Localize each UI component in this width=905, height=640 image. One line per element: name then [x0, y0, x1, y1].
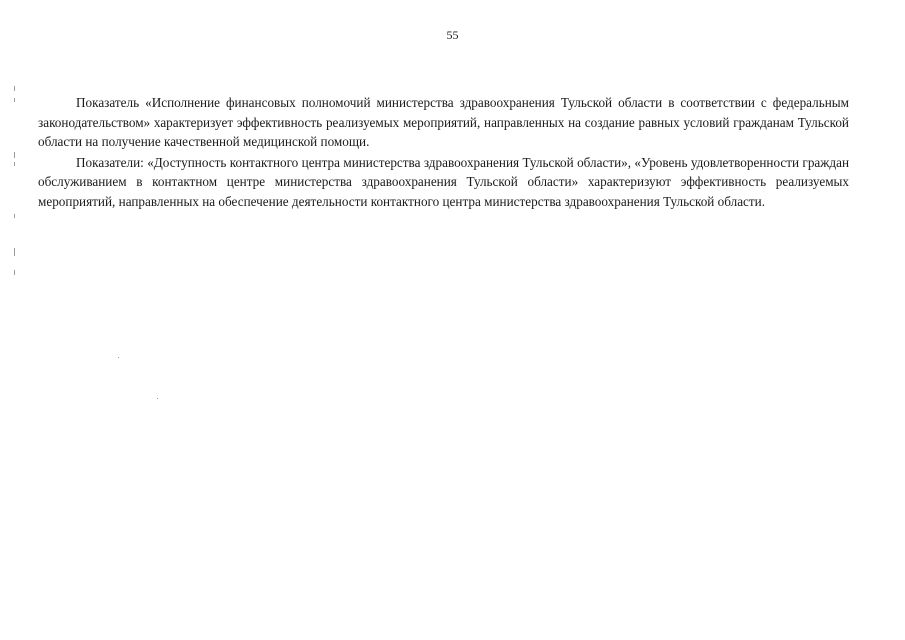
scan-speck [14, 98, 15, 102]
scan-speck [118, 357, 119, 358]
scan-speck [14, 162, 15, 166]
paragraph-indicator-finance: Показатель «Исполнение финансовых полномочий министерства здравоохранения Тульской области в соответствии с федеральным законодательством» характеризует эффективность реализуемых мероприятий, направленных на создание равных условий гражданам Тульской области на получение качественной медицинской помощи. [38, 95, 849, 149]
scan-speck [14, 214, 15, 218]
scan-speck [14, 248, 15, 256]
scan-speck [14, 152, 15, 158]
scan-speck [157, 398, 158, 399]
scan-speck [14, 86, 15, 91]
page-number: 55 [446, 28, 459, 42]
paragraph-indicators-contact-center: Показатели: «Доступность контактного центра министерства здравоохранения Тульской области», «Уровень удовлетворенности граждан обслуживанием в контактном центре министерства здравоохранения Тульской области» характеризуют эффективность реализуемых мероприятий, направленных на обеспечение деятельности контактного центра министерства здравоохранения Тульской области. [38, 154, 849, 209]
scan-speck [14, 270, 15, 275]
body-text [38, 93, 849, 212]
